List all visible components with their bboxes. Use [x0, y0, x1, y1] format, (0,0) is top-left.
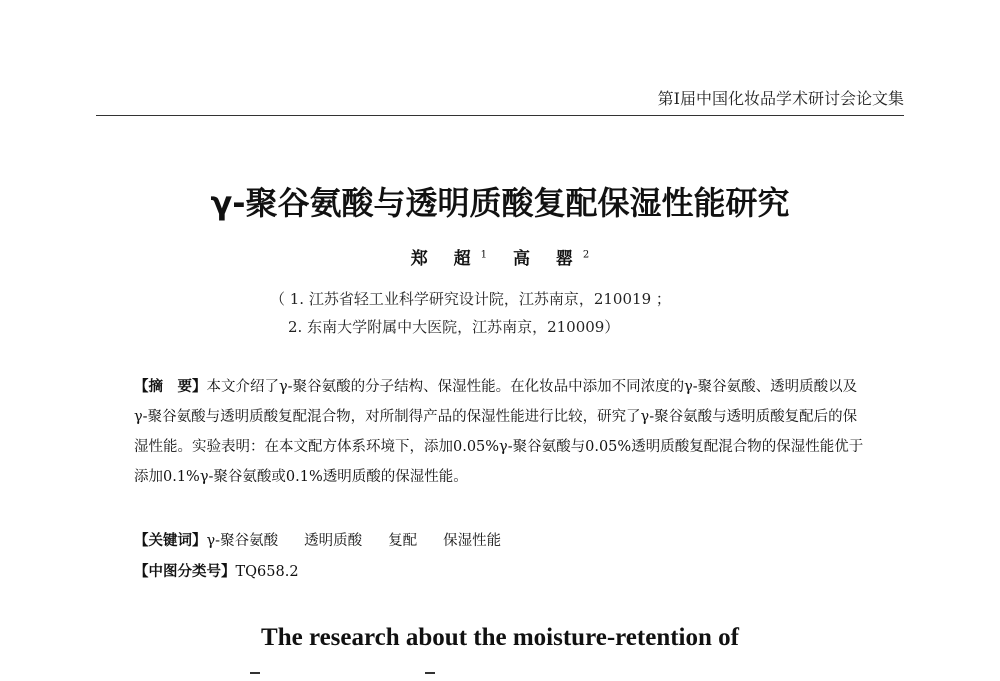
abstract-text: 本文介绍了γ-聚谷氨酸的分子结构、保湿性能。在化妆品中添加不同浓度的γ-聚谷氨酸、透明质酸以及γ-聚谷氨酸与透明质酸复配混合物，对所制得产品的保湿性能进行比较，研究了γ-聚谷氨酸与透明质酸复配后的保湿性能。实验表明：在本文配方体系环境下，添加0.05%γ-聚谷氨酸与0.05%透明质酸复配混合物的保湿性能优于添加0.1%γ-聚谷氨酸或0.1%透明质酸的保湿性能。: [134, 379, 864, 485]
header-rule: [96, 115, 904, 116]
keyword-1: γ-聚谷氨酸: [206, 533, 279, 549]
cut-off-text-fragment: [425, 672, 435, 674]
keyword-3: 复配: [388, 533, 418, 549]
running-head: 第Ⅰ届中国化妆品学术研讨会论文集: [657, 89, 904, 108]
authors: [0, 244, 1000, 269]
author-1-affil-mark: 1: [480, 249, 488, 261]
abstract: [134, 372, 870, 492]
english-title: The research about the moisture-retention of: [261, 624, 739, 651]
author-1-name: 郑 超: [410, 249, 481, 269]
author-1: [411, 249, 487, 269]
affiliation-2: 2. 东南大学附属中大医院，江苏南京，210009）: [288, 318, 620, 336]
author-2: [513, 249, 589, 269]
affiliation-1: （ 1. 江苏省轻工业科学研究设计院，江苏南京，210019 ；: [270, 290, 671, 308]
abstract-label: 【摘 要】: [134, 378, 207, 395]
author-2-affil-mark: 2: [582, 249, 590, 261]
clc-label: 【中图分类号】: [134, 563, 236, 580]
keyword-2: 透明质酸: [304, 533, 363, 549]
cut-off-text-fragment: [250, 672, 260, 674]
paper-title: γ-聚谷氨酸与透明质酸复配保湿性能研究: [210, 184, 790, 222]
keyword-4: 保湿性能: [443, 533, 502, 549]
clc-value: TQ658.2: [235, 564, 299, 580]
keywords: [134, 529, 527, 550]
classification-number: [134, 560, 299, 581]
author-2-name: 高 罂: [512, 249, 583, 269]
keywords-label: 【关键词】: [134, 532, 207, 549]
